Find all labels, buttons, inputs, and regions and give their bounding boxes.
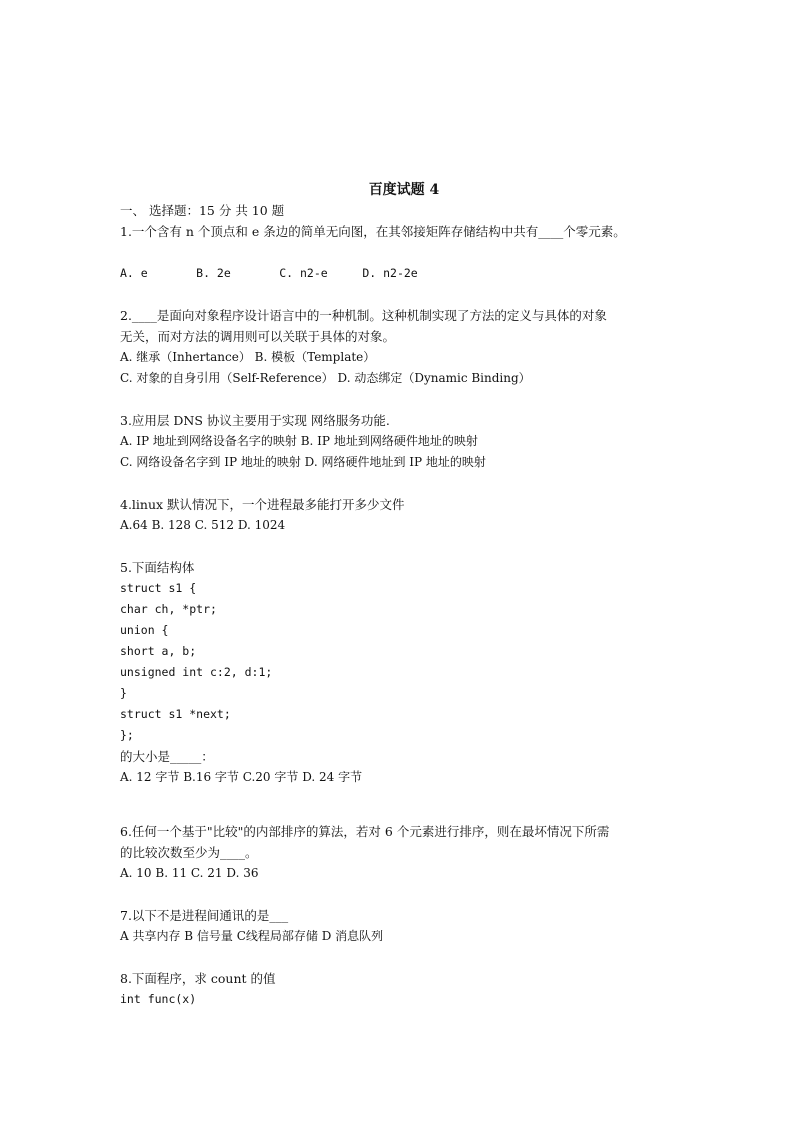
- document-title: 百度试题 4: [368, 182, 440, 198]
- question-1-options: A. e B. 2e C. n2-e D. n2-2e: [120, 266, 418, 280]
- section-heading: 一、 选择题：15 分 共 10 题: [120, 203, 285, 218]
- code-line: char ch, *ptr;: [120, 602, 217, 616]
- document-page: [120, 180, 690, 1010]
- question-4-text: 4.linux 默认情况下，一个进程最多能打开多少文件: [120, 497, 405, 512]
- question-3-text: 3.应用层 DNS 协议主要用于实现 网络服务功能.: [120, 413, 390, 428]
- spacer: [120, 947, 690, 968]
- code-line: struct s1 {: [120, 581, 197, 595]
- question-2-text-line-1: 2.____是面向对象程序设计语言中的一种机制。这种机制实现了方法的定义与具体的对象: [120, 308, 607, 323]
- question-5-prompt: 的大小是_____：: [120, 749, 214, 764]
- question-5-options: A. 12 字节 B.16 字节 C.20 字节 D. 24 字节: [120, 770, 363, 784]
- question-1-text: 1.一个含有 n 个顶点和 e 条边的简单无向图，在其邻接矩阵存储结构中共有____个零元素。: [120, 224, 626, 239]
- spacer: [120, 284, 690, 305]
- question-2-options-line-2: C. 对象的自身引用（Self-Reference） D. 动态绑定（Dynamic Binding）: [120, 371, 531, 385]
- spacer: [120, 788, 690, 821]
- question-3-options-line-2: C. 网络设备名字到 IP 地址的映射 D. 网络硬件地址到 IP 地址的映射: [120, 455, 486, 469]
- spacer: [120, 536, 690, 557]
- spacer: [120, 242, 690, 263]
- code-line: union {: [120, 623, 169, 637]
- question-4-options: A.64 B. 128 C. 512 D. 1024: [120, 518, 286, 532]
- question-2-options-line-1: A. 继承（Inhertance） B. 模板（Template）: [120, 350, 376, 364]
- spacer: [120, 473, 690, 494]
- spacer: [120, 389, 690, 410]
- question-7-options: A 共享内存 B 信号量 C线程局部存储 D 消息队列: [120, 929, 384, 943]
- code-line: unsigned int c:2, d:1;: [120, 665, 273, 679]
- spacer: [120, 884, 690, 905]
- code-line: short a, b;: [120, 644, 197, 658]
- question-7-text: 7.以下不是进程间通讯的是___: [120, 908, 289, 923]
- question-3-options-line-1: A. IP 地址到网络设备名字的映射 B. IP 地址到网络硬件地址的映射: [120, 434, 478, 448]
- code-line: int func(x): [120, 992, 197, 1006]
- question-2-text-line-2: 无关，而对方法的调用则可以关联于具体的对象。: [120, 329, 396, 344]
- code-line: }: [120, 686, 127, 700]
- question-6-text-line-2: 的比较次数至少为____。: [120, 845, 258, 860]
- question-6-text-line-1: 6.任何一个基于"比较"的内部排序的算法，若对 6 个元素进行排序，则在最坏情况下所需: [120, 824, 610, 839]
- code-line: };: [120, 728, 134, 742]
- question-8-text: 8.下面程序，求 count 的值: [120, 971, 276, 986]
- question-6-options: A. 10 B. 11 C. 21 D. 36: [120, 866, 259, 880]
- code-line: struct s1 *next;: [120, 707, 231, 721]
- question-5-text: 5.下面结构体: [120, 560, 195, 575]
